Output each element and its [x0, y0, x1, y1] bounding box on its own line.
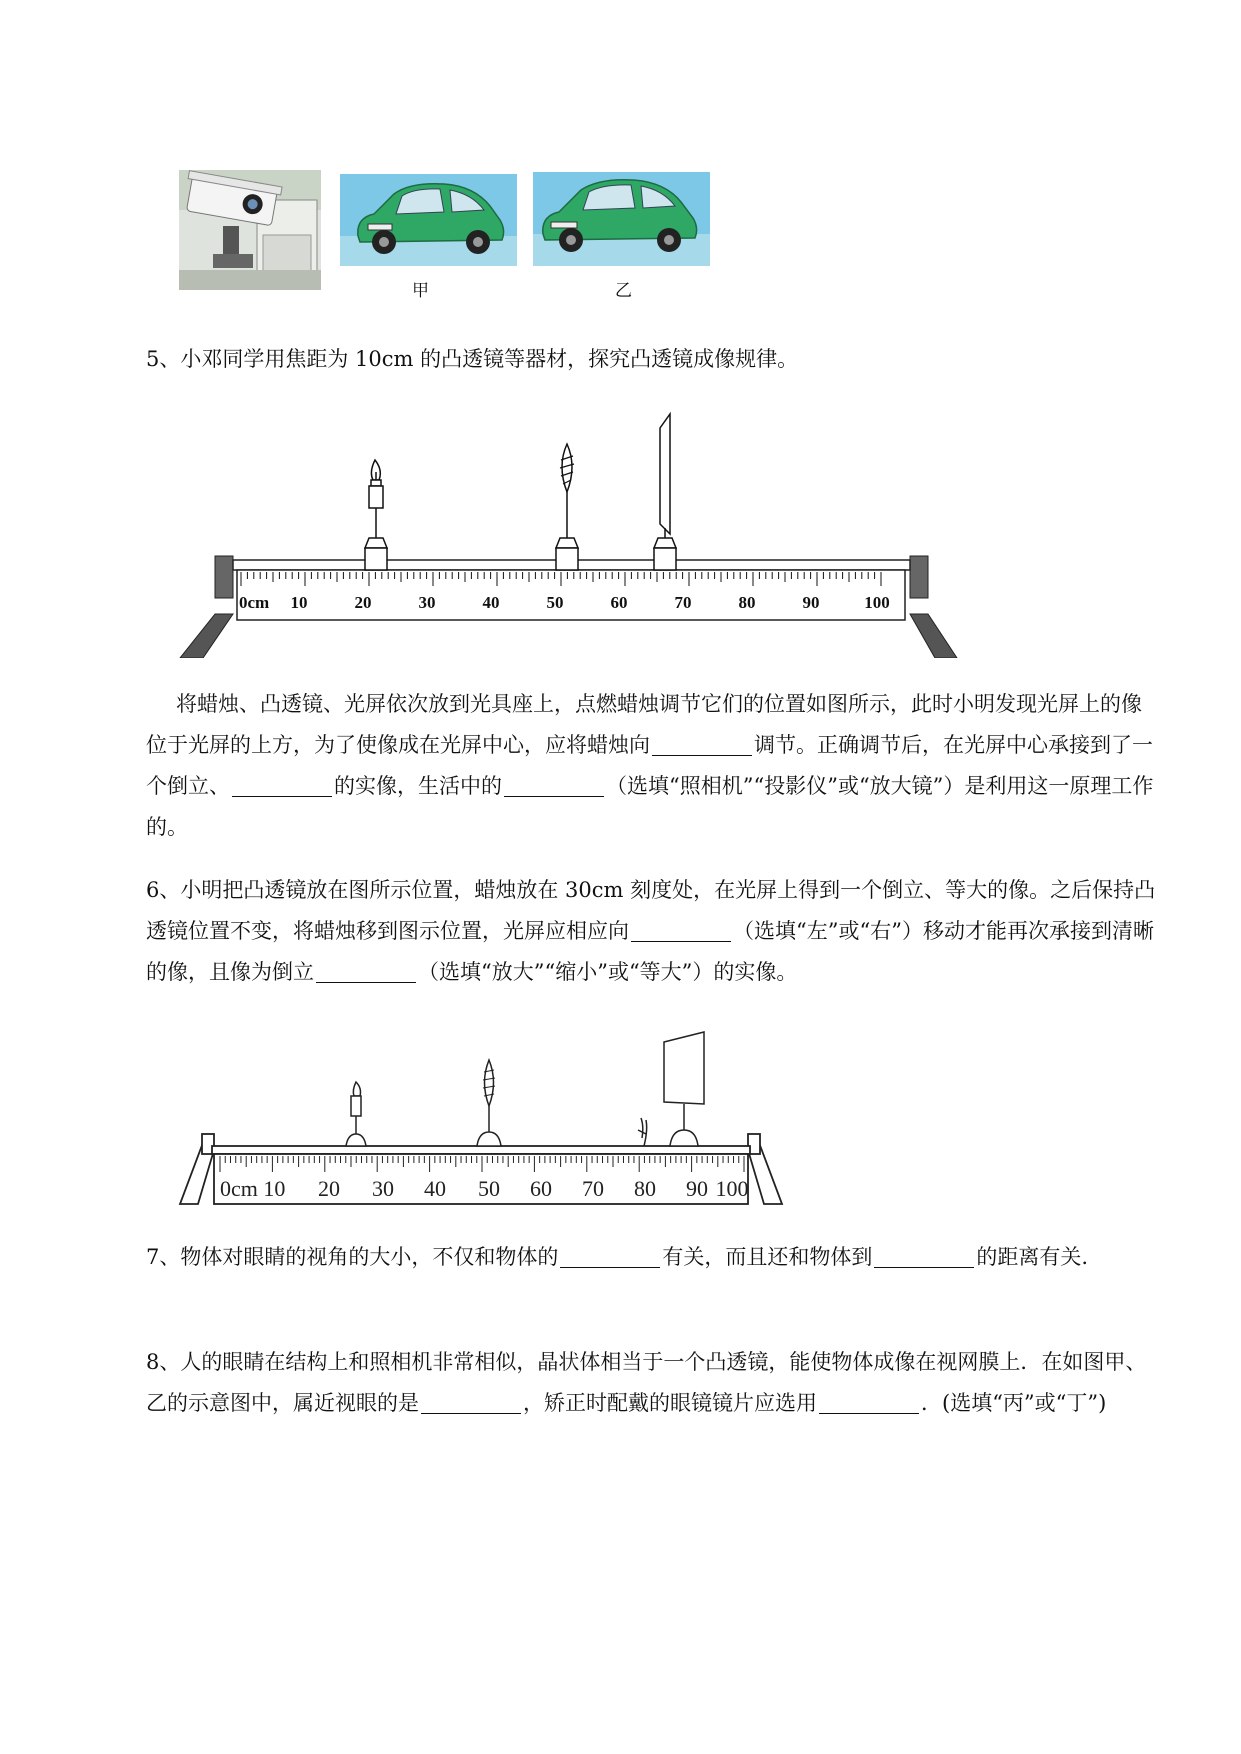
candle: [346, 1082, 366, 1146]
answer-blank[interactable]: [504, 775, 604, 797]
convex-lens: [556, 444, 578, 570]
light-screen: [654, 414, 676, 570]
answer-blank[interactable]: [652, 734, 752, 756]
bench2-tick-label: 100: [715, 1176, 749, 1201]
optical-bench-diagram-1: [175, 408, 965, 658]
photo-caption-left: 甲: [412, 281, 429, 301]
answer-blank[interactable]: [819, 1392, 919, 1414]
object-mark: [638, 1118, 647, 1146]
bench1-tick-label: 0cm: [239, 593, 270, 612]
bench1-tick-label: 30: [418, 593, 436, 612]
answer-blank[interactable]: [560, 1246, 660, 1268]
bench2-tick-label: 70: [582, 1176, 604, 1201]
bench2-tick-label: 20: [318, 1176, 340, 1201]
bench1-tick-label: 80: [738, 593, 756, 612]
answer-blank[interactable]: [874, 1246, 974, 1268]
bench2-tick-label: 40: [424, 1176, 446, 1201]
optical-bench-diagram-2: [176, 1030, 796, 1210]
bench1-tick-label: 40: [482, 593, 500, 612]
question-8: 8、人的眼睛在结构上和照相机非常相似，晶状体相当于一个凸透镜，能使物体成像在视网膜上．在如图甲、乙的示意图中，属近视眼的是 ，矫正时配戴的眼镜镜片应选用 ．(选填“丙”或“丁”): [146, 1350, 1147, 1415]
bench1-tick-label: 100: [864, 593, 890, 612]
bench2-tick-label: 50: [478, 1176, 500, 1201]
car-photo-right: [533, 172, 710, 266]
bench1-tick-label: 10: [290, 593, 308, 612]
bench1-tick-label: 20: [354, 593, 372, 612]
bench2-tick-label: 90: [686, 1176, 708, 1201]
question-6: 6、小明把凸透镜放在图所示位置，蜡烛放在 30cm 刻度处，在光屏上得到一个倒立、等大的像。之后保持凸透镜位置不变，将蜡烛移到图示位置，光屏应相应向 （选填“左”或“右”）移动才能再次承接到清晰的像，且像为倒立 （选填“放大”“缩小”或“等大”）的实像。: [146, 878, 1156, 984]
answer-blank[interactable]: [232, 775, 332, 797]
answer-blank[interactable]: [421, 1392, 521, 1414]
bench2-tick-label: 0cm 10: [220, 1176, 286, 1201]
question-5-title: 5、小邓同学用焦距为 10cm 的凸透镜等器材，探究凸透镜成像规律。: [146, 347, 799, 371]
bench1-tick-label: 90: [802, 593, 820, 612]
car-photo-left: [340, 174, 517, 266]
bench1-tick-label: 70: [674, 593, 692, 612]
bench2-tick-label: 60: [530, 1176, 552, 1201]
bench2-tick-label: 30: [372, 1176, 394, 1201]
convex-lens: [477, 1060, 501, 1146]
bench2-tick-label: 80: [634, 1176, 656, 1201]
photo-caption-right: 乙: [615, 281, 632, 301]
question-5-body: 将蜡烛、凸透镜、光屏依次放到光具座上，点燃蜡烛调节它们的位置如图所示，此时小明发现光屏上的像位于光屏的上方，为了使像成在光屏中心，应将蜡烛向 调节。正确调节后，在光屏中心承接到了一个倒立、 的实像，生活中的 （选填“照相机”“投影仪”或“放大镜”）是利用这一原理工作的。: [146, 692, 1154, 839]
candle: [365, 460, 387, 570]
light-screen: [664, 1032, 704, 1146]
answer-blank[interactable]: [631, 920, 731, 942]
answer-blank[interactable]: [316, 961, 416, 983]
question-7: 7、物体对眼睛的视角的大小，不仅和物体的 有关，而且还和物体到 的距离有关.: [146, 1245, 1089, 1269]
bench1-tick-label: 60: [610, 593, 628, 612]
camera-photo: [179, 170, 321, 290]
bench1-tick-label: 50: [546, 593, 564, 612]
